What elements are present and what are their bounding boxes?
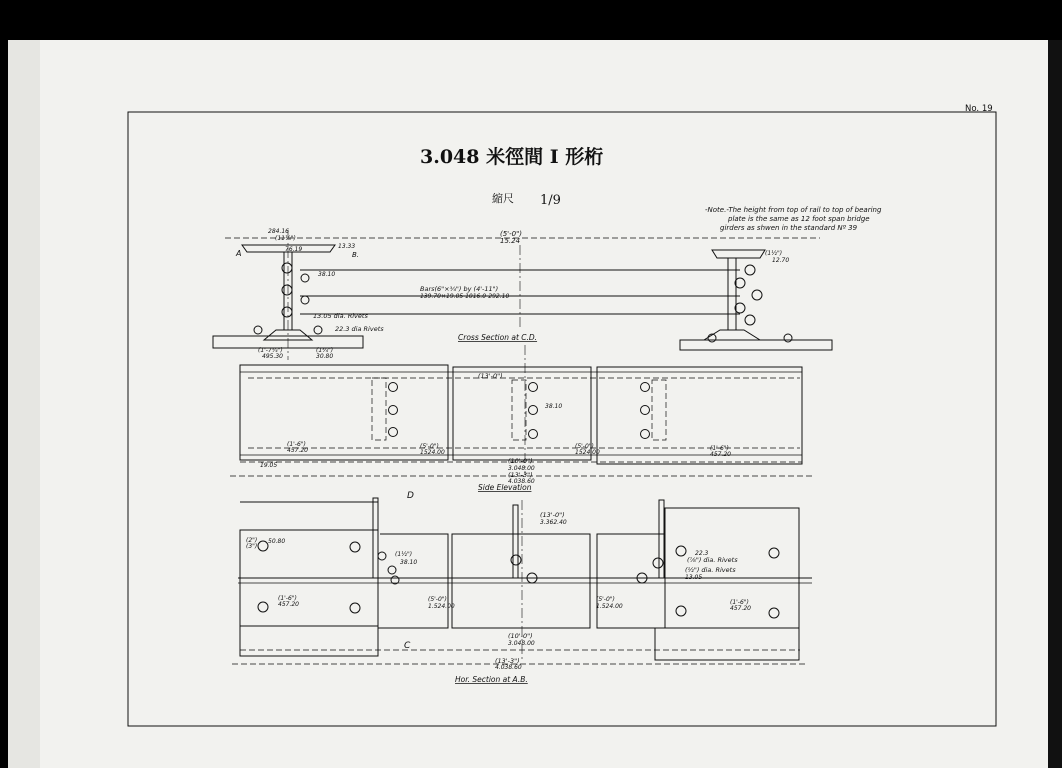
- elev-stiffener-mid: [512, 380, 526, 440]
- side-elevation-view: [230, 345, 812, 492]
- cs-dim-1-7: (1'-7¾"): [258, 347, 283, 354]
- label-d: D: [407, 491, 414, 501]
- hor-dim-5080: 50.80: [268, 538, 286, 545]
- elev-dim-3810: 38.10: [545, 403, 563, 410]
- hor-dim-457-r: 457.20: [730, 605, 751, 612]
- hor-dim-1524: 1.524.00: [428, 603, 455, 610]
- bars-label: Bars(6"×¾") by (4'-11"): [420, 285, 499, 293]
- rivets-large-label: 22.3 dia Rivets: [335, 325, 384, 333]
- note-line-1: -Note.-The height from top of rail to top of bearing: [705, 206, 882, 214]
- cs-dim-495: 495.30: [262, 353, 283, 360]
- elev-dim-1524-r: 1524.00: [575, 449, 600, 456]
- elev-dim-10ft: (10'-0"): [508, 457, 533, 465]
- hor-dim-1h: (1½"): [395, 551, 413, 558]
- drawing-border-frame: [128, 112, 996, 726]
- elev-panel-right: [597, 367, 802, 464]
- hor-section-caption: Hor. Section at A.B.: [455, 675, 528, 684]
- hor-dim-3362: 3.362.40: [540, 519, 567, 526]
- cs-dim-r-1: (1½"): [765, 250, 783, 257]
- hor-dim-5ft: (5'-0"): [428, 596, 447, 603]
- note-block: [705, 206, 882, 232]
- hor-mid: [452, 534, 590, 628]
- right-bearing-plate: [680, 340, 832, 350]
- cs-dim-11q: (11¼"): [275, 235, 296, 242]
- hor-dim-2in: (2"): [246, 537, 258, 544]
- hor-dim-3in: (3"): [246, 543, 258, 550]
- hor-dim-13-3: (13'-3"): [495, 657, 520, 665]
- cross-span-metric: 15.24: [500, 237, 521, 245]
- bars-metric: 139.70×19.05 1016.0-292.10: [420, 293, 510, 300]
- elev-panel-mid: [453, 367, 591, 460]
- hor-rivets-b: (½") dia. Rivets: [685, 566, 736, 574]
- hor-left-lower: [240, 626, 378, 656]
- elev-dim-13-3: (13'-3"): [508, 471, 533, 479]
- hor-dim-10ft: (10'-0"): [508, 632, 533, 640]
- side-elevation-caption: Side Elevation: [478, 483, 532, 492]
- elev-stiffener-left: [372, 378, 386, 440]
- hor-dim-1-6-r: (1'-6"): [730, 599, 749, 606]
- note-line-3: girders as shwen in the standard Nº 39: [720, 224, 858, 232]
- cs-dim-1333: 13.33: [338, 243, 356, 250]
- hor-dim-457: 457.20: [278, 601, 299, 608]
- elev-dim-457: 457.20: [287, 447, 308, 454]
- cs-dim-284: 284.16: [268, 228, 289, 235]
- elev-dim-3048: 3.048.00: [508, 465, 535, 472]
- label-c: C: [404, 641, 411, 651]
- right-girder-flange: [704, 330, 760, 340]
- drawing-title: 3.048 米徑間 I 形桁: [420, 146, 604, 168]
- hor-rivet-a-metric: 22.3: [695, 550, 709, 557]
- hor-right-a: [597, 534, 665, 628]
- elev-dim-13ft: (13'-0"): [478, 372, 503, 380]
- cross-span-imperial: (5'-0"): [500, 230, 523, 238]
- hor-stiffener-left: [373, 498, 378, 578]
- elev-dim-1-6: (1'-6"): [287, 441, 306, 448]
- elev-dim-5ft-r: (5'-0"): [575, 443, 594, 450]
- note-line-2: plate is the same as 12 foot span bridge: [728, 215, 870, 223]
- cs-dim-1-3q: (1¾"): [316, 347, 334, 354]
- elev-dim-1524: 1524.00: [420, 449, 445, 456]
- right-rail-head: [712, 250, 765, 258]
- hor-dim-5ft-r: (5'-0"): [596, 596, 615, 603]
- hor-right-c: [655, 628, 799, 660]
- label-a: A: [236, 249, 242, 258]
- scale-label: 縮尺: [492, 192, 514, 205]
- label-b: B.: [352, 251, 360, 259]
- hor-dim-3048: 3.048.00: [508, 640, 535, 647]
- sheet-number: No. 19: [965, 104, 993, 114]
- hor-rivets-a: (⅞") dia. Rivets: [687, 556, 738, 564]
- elev-dim-1905: 19.05: [260, 462, 278, 469]
- scale-value: 1/9: [540, 193, 561, 208]
- elev-dim-457-r: 457.20: [710, 451, 731, 458]
- hor-dim-4038: 4.038.60: [495, 664, 522, 671]
- elev-dim-4038: 4.038.60: [508, 478, 535, 485]
- hor-rivet-b-metric: 13.05: [685, 574, 703, 581]
- elev-dim-5ft: (5'-0"): [420, 443, 439, 450]
- cs-dim-r-2: 12.70: [772, 257, 790, 264]
- hor-dim-1524-r: 1.524.00: [596, 603, 623, 610]
- cs-dim-76: 76.19: [285, 246, 303, 253]
- hor-section-view: [232, 491, 812, 684]
- cs-dim-3810: 38.10: [318, 271, 336, 278]
- hor-stiffener-mid: [513, 505, 518, 578]
- cross-section-caption: Cross Section at C.D.: [458, 333, 538, 342]
- elev-stiffener-right: [652, 380, 666, 440]
- cs-dim-3080: 30.80: [316, 353, 334, 360]
- hor-dim-3810: 38.10: [400, 559, 418, 566]
- elev-dim-1-6-r: (1'-6"): [710, 445, 729, 452]
- rivets-small-label: 13.05 dia. Rivets: [313, 312, 368, 320]
- cross-section-view: [213, 228, 832, 360]
- elev-rivets: [389, 383, 650, 439]
- hor-dim-13ft: (13'-0"): [540, 511, 565, 519]
- hor-dim-1-6: (1'-6"): [278, 595, 297, 602]
- elev-panel-left: [240, 365, 448, 460]
- right-girder-web: [728, 258, 736, 330]
